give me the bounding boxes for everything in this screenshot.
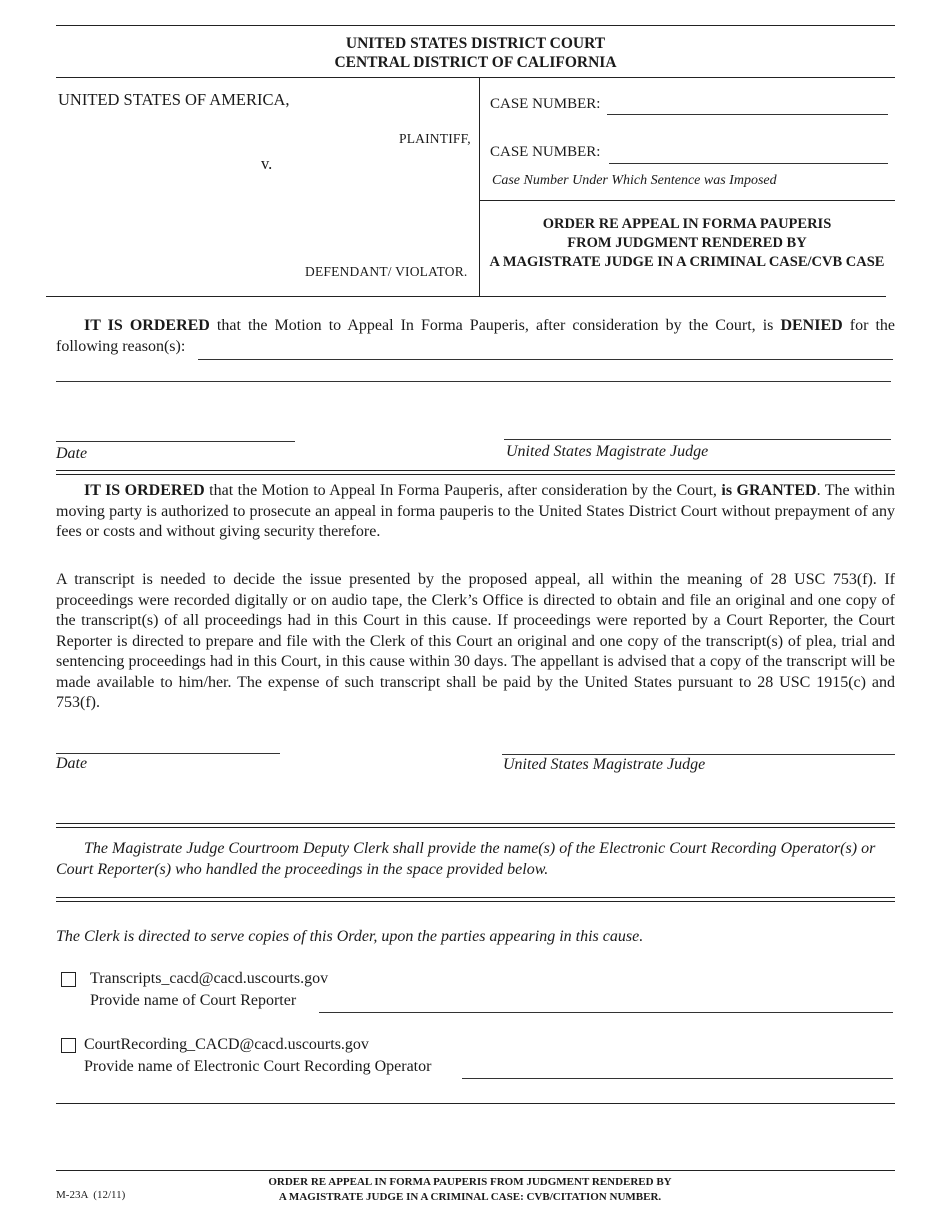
form-code: M-23A (12/11) <box>56 1189 126 1201</box>
transcripts-email: Transcripts_cacd@cacd.uscourts.gov <box>90 970 329 987</box>
footer-title-line-1: ORDER RE APPEAL IN FORMA PAUPERIS FROM JUDGMENT RENDERED BY <box>268 1176 672 1188</box>
order-title <box>482 215 892 272</box>
granted-judge-line[interactable] <box>502 754 895 755</box>
court-recording-checkbox[interactable] <box>61 1038 76 1053</box>
order-title-line-3: A MAGISTRATE JUDGE IN A CRIMINAL CASE/CVB CASE <box>489 254 885 270</box>
case-number-label-1: CASE NUMBER: <box>490 96 601 112</box>
order-title-line-2: FROM JUDGMENT RENDERED BY <box>567 235 807 251</box>
plaintiff-name: UNITED STATES OF AMERICA, <box>58 90 290 109</box>
clerk-top-rule-2 <box>56 827 895 828</box>
transcripts-checkbox[interactable] <box>61 972 76 987</box>
versus-label: v. <box>261 154 273 173</box>
footer-title-line-2: A MAGISTRATE JUDGE IN A CRIMINAL CASE: CVB/CITATION NUMBER. <box>278 1191 662 1203</box>
transcript-paragraph: A transcript is needed to decide the issue presented by the proposed appeal, all within the meaning of 28 USC 753(f). If proceedings were recorded digitally or on audio tape, the Clerk’s Office is directed to obtain and file an original and one copy of the transcript(s) of all proceedings had in this Court in this cause. If proceedings were reported by a Court Reporter, the Court Reporter is directed to prepare and file with the Clerk of this Court an original and one copy of the transcript(s) of plea, trial and sentencing proceedings had in this Court, in this cause within 30 days. The appellant is advised that a copy of the transcript will be made available to him/her. The expense of such transcript shall be paid by the United States pursuant to 28 USC 1915(c) and 753(f). <box>56 571 895 711</box>
denied-lead: IT IS ORDERED <box>84 317 210 334</box>
case-number-label-2: CASE NUMBER: <box>490 144 601 160</box>
top-rule <box>56 25 895 26</box>
denied-text-2: for the following reason(s): <box>56 317 895 355</box>
header-bottom-rule <box>56 77 895 78</box>
case-number-note: Case Number Under Which Sentence was Imposed <box>492 173 777 188</box>
granted-paragraph <box>56 481 895 543</box>
caption-mid-rule <box>479 200 895 201</box>
granted-word: is GRANTED <box>721 482 817 499</box>
recording-operator-prompt: Provide name of Electronic Court Recording Operator <box>84 1058 432 1075</box>
plaintiff-label: PLAINTIFF, <box>399 131 471 146</box>
denied-paragraph <box>56 316 895 357</box>
denied-reason-line-2[interactable] <box>56 381 891 382</box>
caption-bottom-rule <box>46 296 886 297</box>
granted-judge-label: United States Magistrate Judge <box>503 756 706 773</box>
case-number-field-2[interactable] <box>609 163 888 164</box>
granted-text-2: . The within moving party is authorized to prosecute an appeal in forma pauperis to the United States District Court without prepayment of any fees or costs and without giving security therefore. <box>56 482 895 540</box>
denied-judge-label: United States Magistrate Judge <box>506 443 709 460</box>
denied-word: DENIED <box>780 317 843 334</box>
caption-divider <box>479 77 480 297</box>
granted-date-label: Date <box>56 755 88 772</box>
order-title-line-1: ORDER RE APPEAL IN FORMA PAUPERIS <box>542 216 832 232</box>
denied-text-1: that the Motion to Appeal In Forma Pauperis, after consideration by the Court, is <box>209 317 781 334</box>
court-reporter-name-field[interactable] <box>319 1012 893 1013</box>
recording-operator-name-field[interactable] <box>462 1078 893 1079</box>
denied-date-line[interactable] <box>56 441 295 442</box>
denied-reason-line-1[interactable] <box>198 359 893 360</box>
denied-bottom-rule-2 <box>56 474 895 475</box>
denied-date-label: Date <box>56 445 88 462</box>
denied-judge-line[interactable] <box>504 439 891 440</box>
clerk-bottom-rule-1 <box>56 897 895 898</box>
granted-date-line[interactable] <box>56 753 280 754</box>
granted-lead: IT IS ORDERED <box>84 482 205 499</box>
defendant-label: DEFENDANT/ VIOLATOR. <box>305 264 468 279</box>
court-name: UNITED STATES DISTRICT COURT <box>345 35 606 52</box>
court-header <box>56 34 895 72</box>
case-number-field-1[interactable] <box>607 114 888 115</box>
footer-rule <box>56 1170 895 1171</box>
footer-title <box>200 1175 740 1205</box>
clerk-top-rule-1 <box>56 823 895 824</box>
clerk-bottom-rule-2 <box>56 901 895 902</box>
service-intro: The Clerk is directed to serve copies of this Order, upon the parties appearing in this cause. <box>56 928 644 945</box>
granted-text-1: that the Motion to Appeal In Forma Pauperis, after consideration by the Court, <box>204 482 722 499</box>
denied-bottom-rule-1 <box>56 470 895 471</box>
service-bottom-rule <box>56 1103 895 1104</box>
court-recording-email: CourtRecording_CACD@cacd.uscourts.gov <box>84 1036 369 1053</box>
court-district: CENTRAL DISTRICT OF CALIFORNIA <box>334 54 617 71</box>
clerk-note: The Magistrate Judge Courtroom Deputy Clerk shall provide the name(s) of the Electronic Court Recording Operator(s) or Court Reporter(s) who handled the proceedings in the space provided below. <box>56 840 876 878</box>
court-reporter-prompt: Provide name of Court Reporter <box>90 992 297 1009</box>
